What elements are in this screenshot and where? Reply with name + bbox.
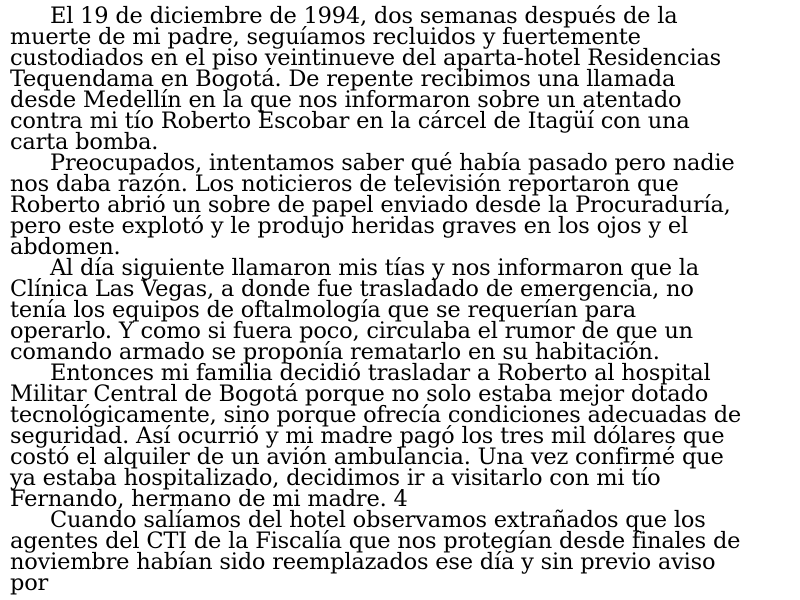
text-line: operarlo. Y como si fuera poco, circulaba el rumor de que un [10, 318, 693, 344]
paragraph-2 [10, 150, 792, 260]
text-line: noviembre habían sido reemplazados ese día y sin previo aviso [10, 549, 716, 575]
text-line: Fernando, hermano de mi madre. 4 [10, 486, 408, 512]
paragraph-5 [10, 507, 792, 596]
text-line: Al día siguiente llamaron mis tías y nos informaron que la [50, 255, 699, 281]
text-line: pero este explotó y le produjo heridas graves en los ojos y el [10, 213, 688, 239]
text-line: Militar Central de Bogotá porque no solo estaba mejor dotado [10, 381, 709, 407]
text-line: custodiados en el piso veintinueve del aparta-hotel Residencias [10, 45, 722, 71]
text-line: Clínica Las Vegas, a donde fue trasladado de emergencia, no [10, 276, 694, 302]
text-line: Preocupados, intentamos saber qué había pasado pero nadie [50, 150, 735, 176]
text-line: desde Medellín en la que nos informaron sobre un atentado [10, 87, 682, 113]
text-line: seguridad. Así ocurrió y mi madre pagó los tres mil dólares que [10, 423, 725, 449]
text-line: Cuando salíamos del hotel observamos extrañados que los [50, 507, 706, 533]
text-line: Roberto abrió un sobre de papel enviado desde la Procuraduría, [10, 192, 731, 218]
text-line: ya estaba hospitalizado, decidimos ir a visitarlo con mi tío [10, 465, 661, 491]
text-line: por [10, 570, 49, 596]
paragraph-1 [10, 3, 792, 155]
text-line: Tequendama en Bogotá. De repente recibimos una llamada [10, 66, 676, 92]
text-line: Entonces mi familia decidió trasladar a Roberto al hospital [50, 360, 711, 386]
text-line: contra mi tío Roberto Escobar en la cárcel de Itagüí con una [10, 108, 690, 134]
text-line: nos daba razón. Los noticieros de televisión reportaron que [10, 171, 679, 197]
paragraph-4 [10, 360, 792, 512]
text-line: carta bomba. [10, 129, 159, 155]
text-line: comando armado se proponía rematarlo en su habitación. [10, 339, 660, 365]
text-line: abdomen. [10, 234, 121, 260]
text-line: agentes del CTI de la Fiscalía que nos protegían desde finales de [10, 528, 741, 554]
text-line: costó el alquiler de un avión ambulancia. Una vez confirmé que [10, 444, 724, 470]
paragraph-3 [10, 255, 792, 365]
text-line: tenía los equipos de oftalmología que se requerían para [10, 297, 636, 323]
document-page [10, 3, 792, 596]
text-line: El 19 de diciembre de 1994, dos semanas después de la [50, 3, 678, 29]
text-line: muerte de mi padre, seguíamos recluidos y fuertemente [10, 24, 641, 50]
text-line: tecnológicamente, sino porque ofrecía condiciones adecuadas de [10, 402, 742, 428]
